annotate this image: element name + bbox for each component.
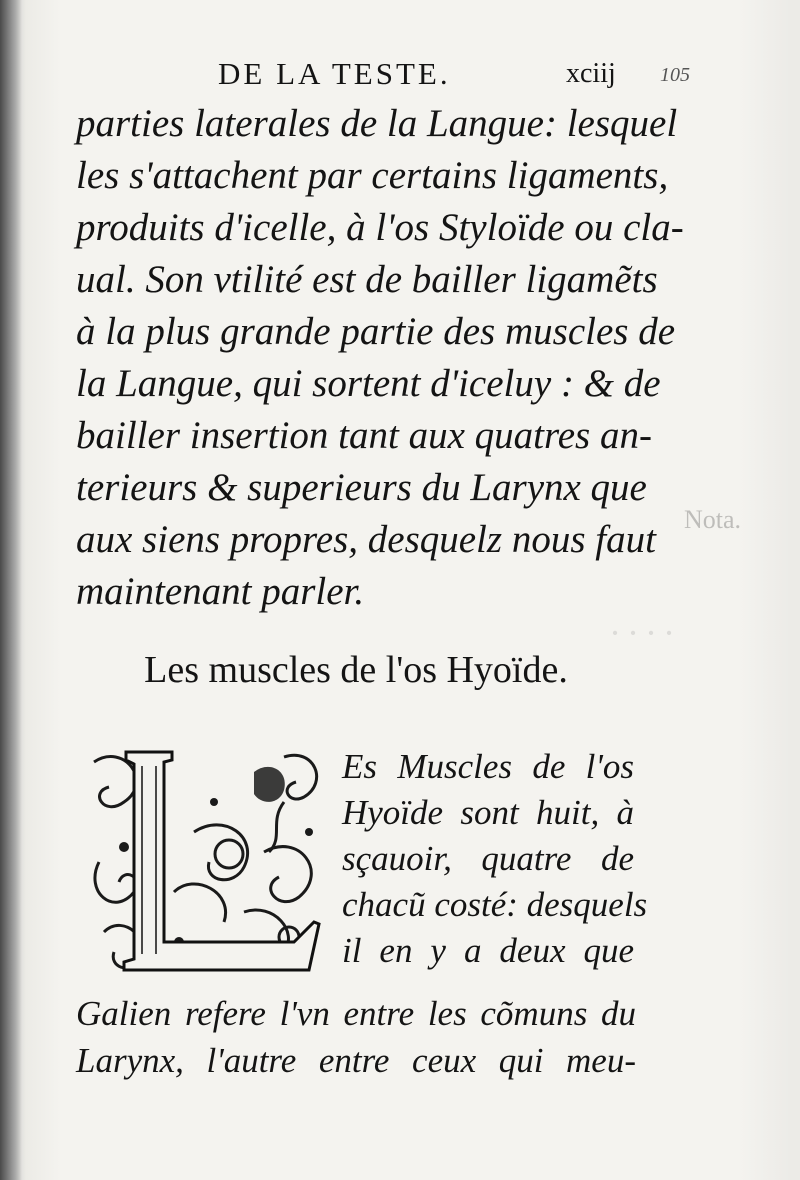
text-line: Galien refere l'vn entre les cõmuns du <box>76 994 636 1033</box>
section-heading: Les muscles de l'os Hyoïde. <box>144 649 568 691</box>
floral-ornament-icon <box>84 742 334 980</box>
binding-shadow <box>0 0 22 1180</box>
initial-paragraph <box>342 744 648 974</box>
text-line: bailler insertion tant aux quatres an- <box>76 414 652 457</box>
text-line: terieurs & superieurs du Larynx que <box>76 466 647 509</box>
text-line: Es Muscles de l'os <box>342 747 634 786</box>
text-line: chacũ costé: desquels <box>342 885 648 924</box>
text-line: parties laterales de la Langue: lesquel <box>76 102 678 145</box>
text-line: à la plus grande partie des muscles de <box>76 310 676 353</box>
text-line: Hyoïde sont huit, à <box>342 793 634 832</box>
running-head: DE LA TESTE. <box>218 56 451 91</box>
text-line: produits d'icelle, à l'os Styloïde ou cla- <box>76 206 684 249</box>
page-header <box>0 56 800 96</box>
text-line: maintenant parler. <box>76 570 365 613</box>
folio-number: xciij <box>566 58 616 89</box>
text-line: sçauoir, quatre de <box>342 839 634 878</box>
text-line: la Langue, qui sortent d'iceluy : & de <box>76 362 661 405</box>
text-line: ual. Son vtilité est de bailler ligamẽts <box>76 258 658 301</box>
show-through-texture: · · · · <box>610 613 673 653</box>
handwritten-page-number: 105 <box>660 64 690 86</box>
text-line: aux siens propres, desquelz nous faut <box>76 518 656 561</box>
text-line: les s'attachent par certains ligaments, <box>76 154 669 197</box>
text-line: Larynx, l'autre entre ceux qui meu- <box>76 1041 636 1080</box>
text-line: il en y a deux que <box>342 931 634 970</box>
continued-paragraph <box>76 990 636 1084</box>
decorated-initial <box>84 742 334 980</box>
margin-note: Nota. <box>684 505 742 534</box>
paragraph <box>76 98 684 618</box>
